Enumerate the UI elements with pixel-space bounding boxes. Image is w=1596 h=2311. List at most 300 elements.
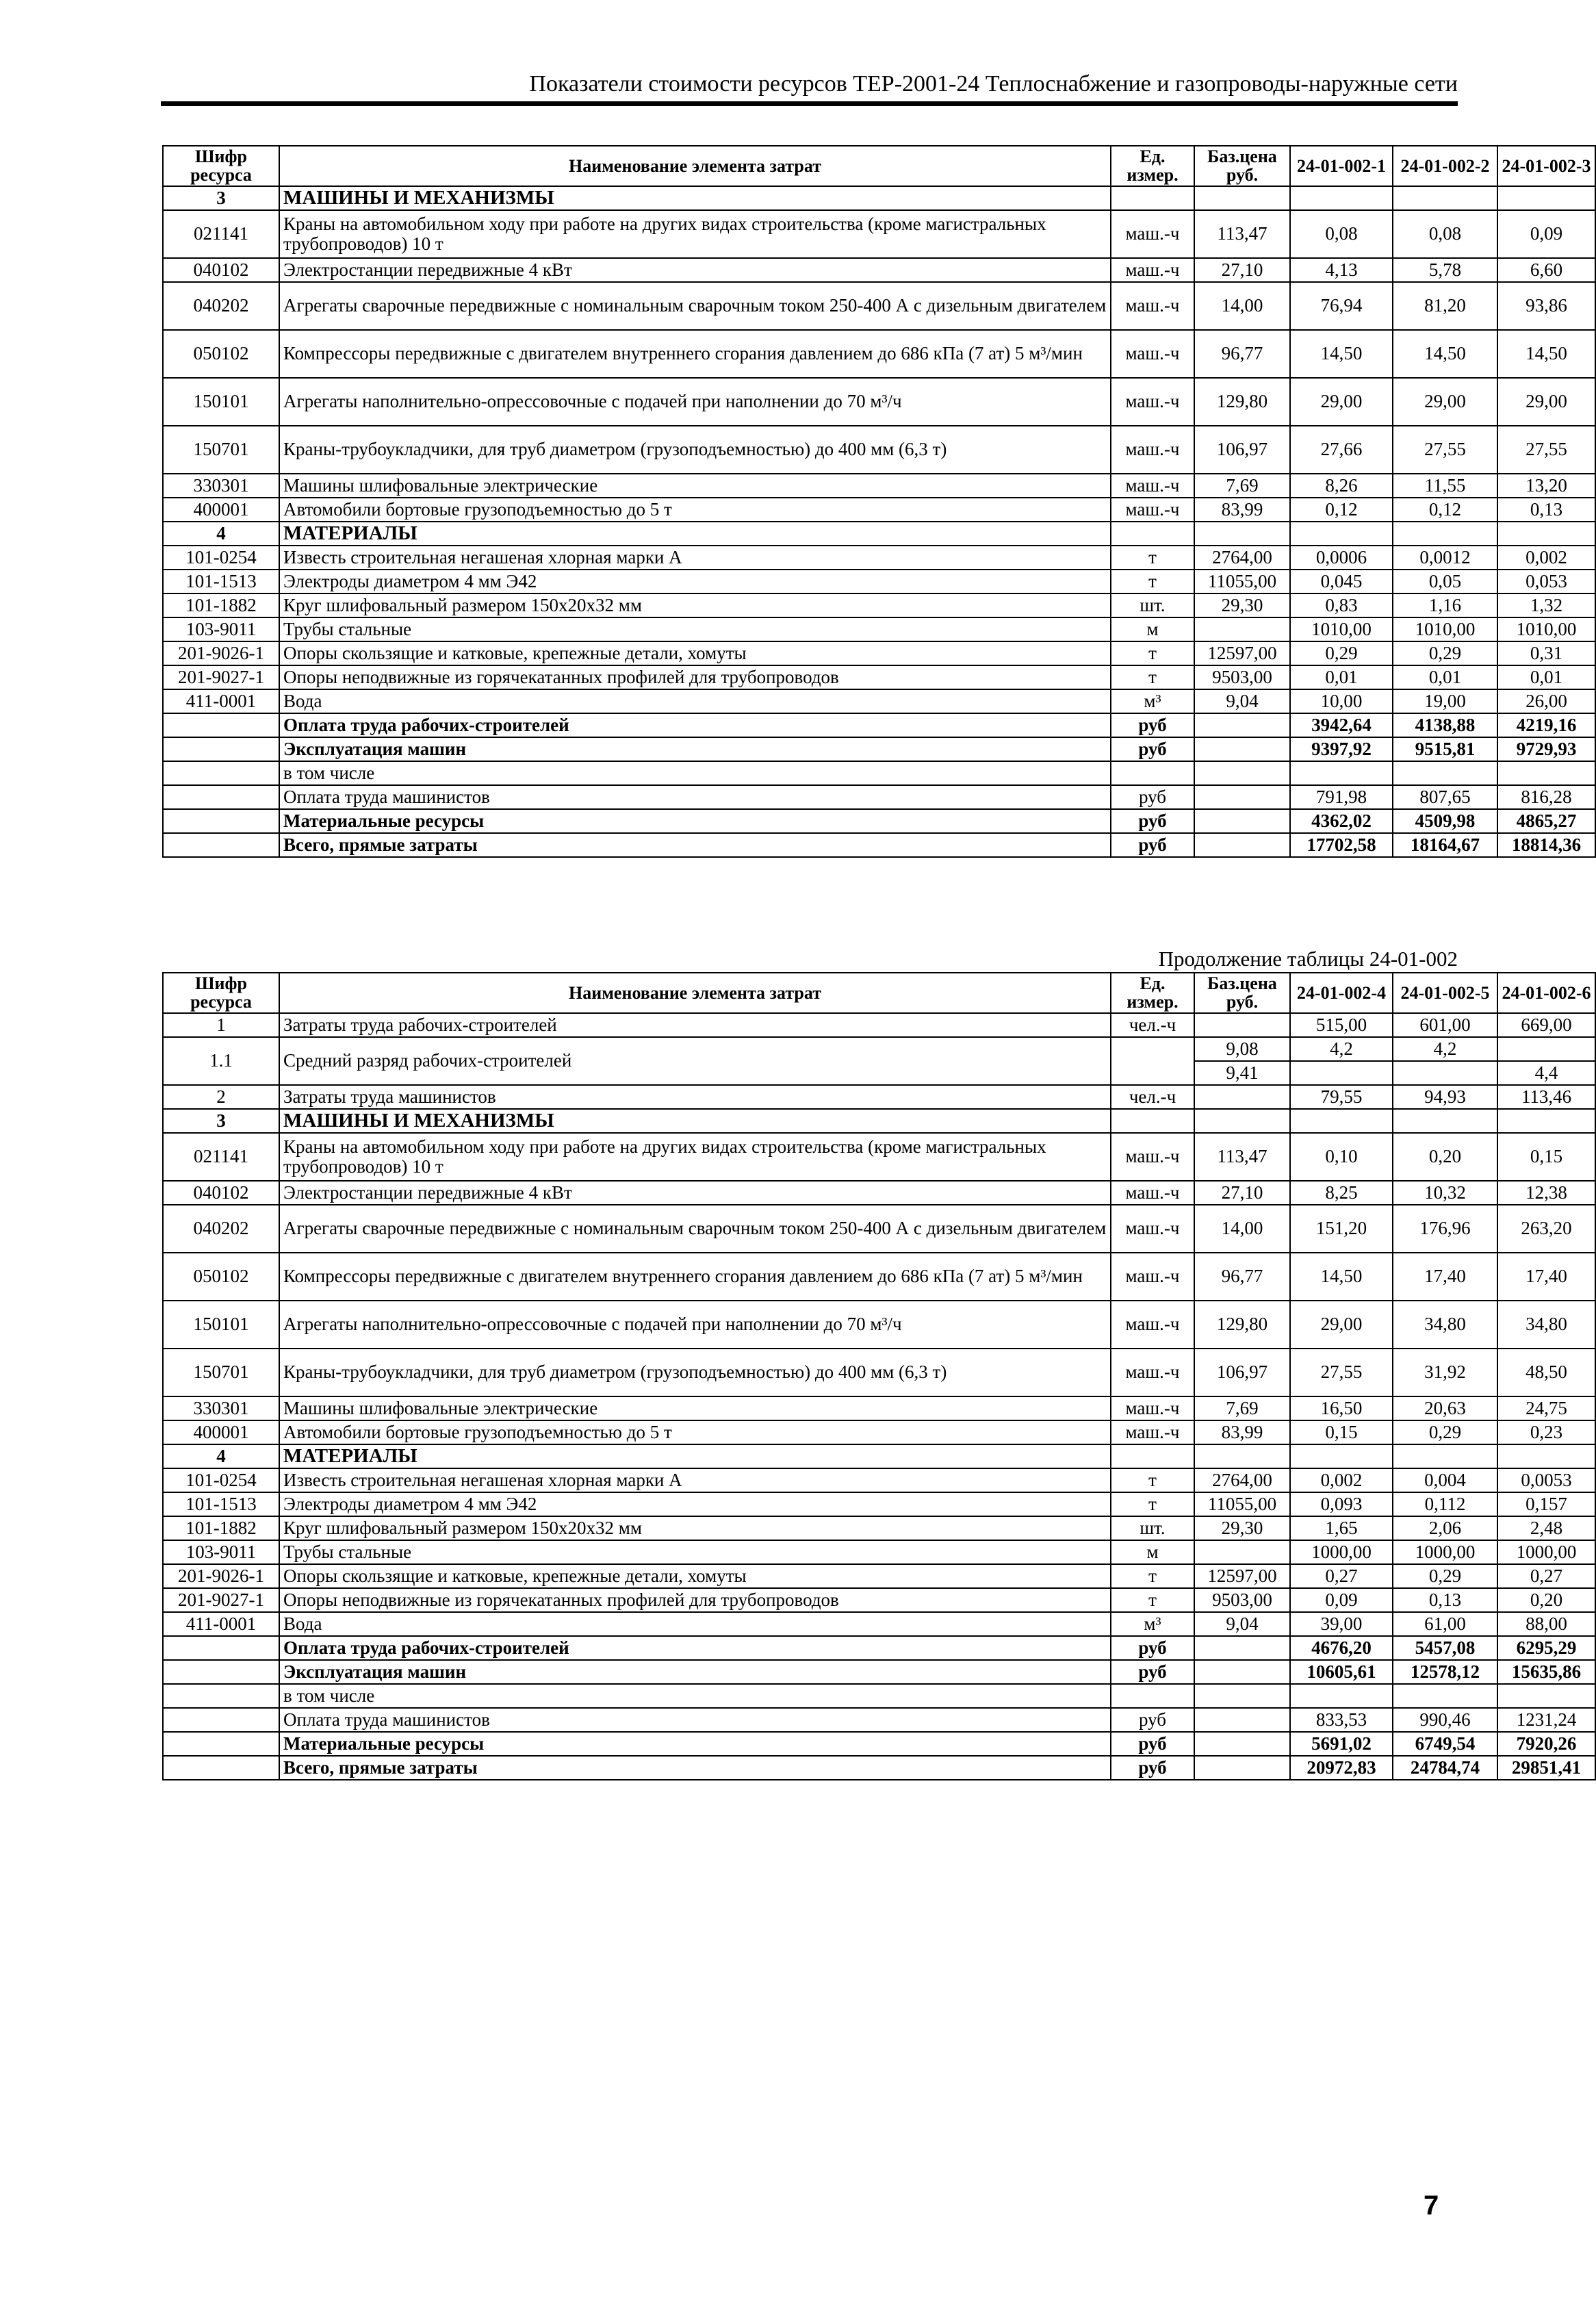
empty-cell bbox=[163, 1684, 279, 1708]
col-header-price: Баз.цена руб. bbox=[1194, 146, 1290, 186]
resource-name: Известь строительная негашеная хлорная марки А bbox=[279, 1468, 1111, 1492]
norm-value: 13,20 bbox=[1497, 474, 1595, 498]
unit: маш.-ч bbox=[1111, 426, 1194, 474]
summary-value: 29851,41 bbox=[1497, 1756, 1595, 1780]
unit: т bbox=[1111, 1564, 1194, 1588]
norm-value: 0,23 bbox=[1497, 1420, 1595, 1444]
unit: маш.-ч bbox=[1111, 282, 1194, 330]
norm-value: 31,92 bbox=[1393, 1349, 1497, 1396]
resource-code: 050102 bbox=[163, 1253, 279, 1301]
table-header-row bbox=[163, 973, 1595, 1013]
summary-value: 4865,27 bbox=[1497, 809, 1595, 833]
summary-label: Оплата труда рабочих-строителей bbox=[279, 713, 1111, 737]
norm-value: 17,40 bbox=[1497, 1253, 1595, 1301]
unit: маш.-ч bbox=[1111, 1349, 1194, 1396]
norm-value: 27,66 bbox=[1290, 426, 1393, 474]
empty-cell bbox=[1497, 522, 1595, 546]
summary-value: 18814,36 bbox=[1497, 833, 1595, 857]
section-row bbox=[163, 522, 1595, 546]
resource-code: 2 bbox=[163, 1085, 279, 1109]
table-row bbox=[163, 1468, 1595, 1492]
norm-value: 515,00 bbox=[1290, 1013, 1393, 1037]
base-price: 14,00 bbox=[1194, 1205, 1290, 1253]
unit: руб bbox=[1111, 1732, 1194, 1756]
norm-value: 14,50 bbox=[1497, 330, 1595, 378]
table-body bbox=[163, 1013, 1595, 1780]
unit: маш.-ч bbox=[1111, 330, 1194, 378]
base-price: 83,99 bbox=[1194, 498, 1290, 522]
col-header-price: Баз.цена руб. bbox=[1194, 973, 1290, 1013]
empty-cell bbox=[1290, 1109, 1393, 1133]
summary-value bbox=[1393, 761, 1497, 785]
resource-code: 150101 bbox=[163, 1301, 279, 1349]
empty-cell bbox=[1194, 1444, 1290, 1468]
resource-code: 021141 bbox=[163, 210, 279, 258]
norm-value: 4,13 bbox=[1290, 258, 1393, 282]
norm-value: 0,20 bbox=[1393, 1133, 1497, 1181]
summary-row bbox=[163, 809, 1595, 833]
norm-value: 263,20 bbox=[1497, 1205, 1595, 1253]
resource-code: 040102 bbox=[163, 258, 279, 282]
summary-value: 791,98 bbox=[1290, 785, 1393, 809]
norm-value: 0,27 bbox=[1497, 1564, 1595, 1588]
unit: т bbox=[1111, 665, 1194, 689]
resource-name: Вода bbox=[279, 1612, 1111, 1636]
resource-name: Краны на автомобильном ходу при работе на других видах строительства (кроме магистральных трубопроводов) 10 т bbox=[279, 1133, 1111, 1181]
col-header-norm-4: 24-01-002-4 bbox=[1290, 973, 1393, 1013]
summary-row bbox=[163, 785, 1595, 809]
section-title: МАШИНЫ И МЕХАНИЗМЫ bbox=[279, 1109, 1111, 1133]
norm-value: 0,13 bbox=[1497, 498, 1595, 522]
norm-value: 12,38 bbox=[1497, 1181, 1595, 1205]
base-price: 9503,00 bbox=[1194, 665, 1290, 689]
unit: м bbox=[1111, 617, 1194, 641]
table-row bbox=[163, 617, 1595, 641]
norm-value: 0,093 bbox=[1290, 1492, 1393, 1516]
resource-code: 101-1513 bbox=[163, 570, 279, 593]
table-row bbox=[163, 1396, 1595, 1420]
unit: шт. bbox=[1111, 593, 1194, 617]
resource-code: 150101 bbox=[163, 378, 279, 426]
resource-name: Агрегаты наполнительно-опрессовочные с подачей при наполнении до 70 м³/ч bbox=[279, 1301, 1111, 1349]
summary-value: 807,65 bbox=[1393, 785, 1497, 809]
unit: маш.-ч bbox=[1111, 1181, 1194, 1205]
norm-value: 0,157 bbox=[1497, 1492, 1595, 1516]
base-price: 12597,00 bbox=[1194, 1564, 1290, 1588]
unit: руб bbox=[1111, 809, 1194, 833]
base-price: 129,80 bbox=[1194, 1301, 1290, 1349]
norm-value: 34,80 bbox=[1393, 1301, 1497, 1349]
unit: руб bbox=[1111, 737, 1194, 761]
empty-cell bbox=[1290, 522, 1393, 546]
norm-value: 669,00 bbox=[1497, 1013, 1595, 1037]
table-row bbox=[163, 1205, 1595, 1253]
empty-cell bbox=[163, 1636, 279, 1660]
base-price: 83,99 bbox=[1194, 1420, 1290, 1444]
resource-code: 040202 bbox=[163, 282, 279, 330]
base-price bbox=[1194, 617, 1290, 641]
norm-value: 0,29 bbox=[1393, 1420, 1497, 1444]
resource-name: Электроды диаметром 4 мм Э42 bbox=[279, 570, 1111, 593]
empty-cell bbox=[1194, 1109, 1290, 1133]
empty-cell bbox=[1393, 1444, 1497, 1468]
empty-cell bbox=[1194, 809, 1290, 833]
base-price: 2764,00 bbox=[1194, 546, 1290, 570]
norm-value: 0,0006 bbox=[1290, 546, 1393, 570]
summary-value: 5457,08 bbox=[1393, 1636, 1497, 1660]
norm-value: 4,4 bbox=[1497, 1061, 1595, 1085]
unit: маш.-ч bbox=[1111, 498, 1194, 522]
empty-cell bbox=[1111, 522, 1194, 546]
base-price: 27,10 bbox=[1194, 258, 1290, 282]
unit: чел.-ч bbox=[1111, 1013, 1194, 1037]
summary-row bbox=[163, 1732, 1595, 1756]
resource-name: Круг шлифовальный размером 150х20х32 мм bbox=[279, 593, 1111, 617]
norm-value: 0,01 bbox=[1497, 665, 1595, 689]
grade-row bbox=[163, 1037, 1595, 1061]
table-row bbox=[163, 641, 1595, 665]
norm-value: 0,29 bbox=[1393, 641, 1497, 665]
base-price: 106,97 bbox=[1194, 1349, 1290, 1396]
resource-code: 101-1882 bbox=[163, 1516, 279, 1540]
norm-value: 27,55 bbox=[1393, 426, 1497, 474]
summary-value: 4509,98 bbox=[1393, 809, 1497, 833]
empty-cell bbox=[1194, 833, 1290, 857]
base-price: 9,04 bbox=[1194, 689, 1290, 713]
empty-cell bbox=[163, 761, 279, 785]
resource-code: 021141 bbox=[163, 1133, 279, 1181]
resource-name: Трубы стальные bbox=[279, 1540, 1111, 1564]
norm-value: 76,94 bbox=[1290, 282, 1393, 330]
page-number: 7 bbox=[1424, 2191, 1439, 2221]
norm-value: 151,20 bbox=[1290, 1205, 1393, 1253]
norm-value: 29,00 bbox=[1290, 1301, 1393, 1349]
resource-name: Средний разряд рабочих-строителей bbox=[279, 1037, 1111, 1085]
resource-name: Электроды диаметром 4 мм Э42 bbox=[279, 1492, 1111, 1516]
empty-cell bbox=[1290, 1444, 1393, 1468]
norm-value: 0,27 bbox=[1290, 1564, 1393, 1588]
norm-value: 0,09 bbox=[1290, 1588, 1393, 1612]
empty-cell bbox=[1194, 761, 1290, 785]
norm-value: 4,2 bbox=[1290, 1037, 1393, 1061]
resource-code: 1 bbox=[163, 1013, 279, 1037]
empty-cell bbox=[1194, 713, 1290, 737]
norm-value: 0,12 bbox=[1290, 498, 1393, 522]
unit: т bbox=[1111, 1492, 1194, 1516]
summary-value: 833,53 bbox=[1290, 1708, 1393, 1732]
norm-value: 20,63 bbox=[1393, 1396, 1497, 1420]
empty-cell bbox=[163, 1756, 279, 1780]
resource-name: Опоры неподвижные из горячекатанных профилей для трубопроводов bbox=[279, 1588, 1111, 1612]
summary-value: 4676,20 bbox=[1290, 1636, 1393, 1660]
norm-value: 1,16 bbox=[1393, 593, 1497, 617]
norm-value: 0,13 bbox=[1393, 1588, 1497, 1612]
summary-value bbox=[1497, 1684, 1595, 1708]
summary-label: Оплата труда машинистов bbox=[279, 785, 1111, 809]
resource-name: Агрегаты наполнительно-опрессовочные с подачей при наполнении до 70 м³/ч bbox=[279, 378, 1111, 426]
table-row bbox=[163, 1588, 1595, 1612]
base-price: 27,10 bbox=[1194, 1181, 1290, 1205]
unit: т bbox=[1111, 546, 1194, 570]
unit: м bbox=[1111, 1540, 1194, 1564]
resource-name: Краны-трубоукладчики, для труб диаметром (грузоподъемностью) до 400 мм (6,3 т) bbox=[279, 1349, 1111, 1396]
summary-value: 6749,54 bbox=[1393, 1732, 1497, 1756]
empty-cell bbox=[1111, 1109, 1194, 1133]
resource-name: Агрегаты сварочные передвижные с номинальным сварочным током 250-400 А с дизельным двигателем bbox=[279, 1205, 1111, 1253]
norm-value: 29,00 bbox=[1393, 378, 1497, 426]
unit: шт. bbox=[1111, 1516, 1194, 1540]
labor-row bbox=[163, 1013, 1595, 1037]
norm-value: 48,50 bbox=[1497, 1349, 1595, 1396]
norm-value: 0,045 bbox=[1290, 570, 1393, 593]
norm-value: 6,60 bbox=[1497, 258, 1595, 282]
table-header-row bbox=[163, 146, 1595, 186]
summary-label: Материальные ресурсы bbox=[279, 1732, 1111, 1756]
empty-cell bbox=[1194, 1708, 1290, 1732]
summary-value: 9729,93 bbox=[1497, 737, 1595, 761]
summary-row bbox=[163, 1708, 1595, 1732]
norm-value: 1000,00 bbox=[1497, 1540, 1595, 1564]
table-row bbox=[163, 474, 1595, 498]
col-header-unit: Ед. измер. bbox=[1111, 146, 1194, 186]
norm-value: 0,05 bbox=[1393, 570, 1497, 593]
resource-code: 201-9027-1 bbox=[163, 1588, 279, 1612]
summary-value: 990,46 bbox=[1393, 1708, 1497, 1732]
norm-value: 5,78 bbox=[1393, 258, 1497, 282]
base-price: 129,80 bbox=[1194, 378, 1290, 426]
resource-name: Опоры неподвижные из горячекатанных профилей для трубопроводов bbox=[279, 665, 1111, 689]
resource-name: Машины шлифовальные электрические bbox=[279, 474, 1111, 498]
empty-cell bbox=[163, 1732, 279, 1756]
summary-value: 12578,12 bbox=[1393, 1660, 1497, 1684]
section-title: МАТЕРИАЛЫ bbox=[279, 1444, 1111, 1468]
summary-value: 3942,64 bbox=[1290, 713, 1393, 737]
resource-code: 201-9027-1 bbox=[163, 665, 279, 689]
norm-value bbox=[1393, 1061, 1497, 1085]
unit: маш.-ч bbox=[1111, 1420, 1194, 1444]
unit: руб bbox=[1111, 1660, 1194, 1684]
table-row bbox=[163, 378, 1595, 426]
summary-value: 24784,74 bbox=[1393, 1756, 1497, 1780]
norm-value: 2,06 bbox=[1393, 1516, 1497, 1540]
base-price: 11055,00 bbox=[1194, 570, 1290, 593]
unit: руб bbox=[1111, 1708, 1194, 1732]
summary-row bbox=[163, 713, 1595, 737]
unit: руб bbox=[1111, 785, 1194, 809]
empty-cell bbox=[1393, 1109, 1497, 1133]
norm-value: 34,80 bbox=[1497, 1301, 1595, 1349]
empty-cell bbox=[163, 1708, 279, 1732]
norm-value: 27,55 bbox=[1497, 426, 1595, 474]
norm-value: 0,112 bbox=[1393, 1492, 1497, 1516]
resource-name: Компрессоры передвижные с двигателем внутреннего сгорания давлением до 686 кПа (7 ат) 5 м³/мин bbox=[279, 330, 1111, 378]
norm-value bbox=[1290, 1061, 1393, 1085]
norm-value: 26,00 bbox=[1497, 689, 1595, 713]
resource-name: Опоры скользящие и катковые, крепежные детали, хомуты bbox=[279, 1564, 1111, 1588]
resource-code: 201-9026-1 bbox=[163, 1564, 279, 1588]
empty-cell bbox=[1393, 522, 1497, 546]
norm-value: 24,75 bbox=[1497, 1396, 1595, 1420]
resource-name: Агрегаты сварочные передвижные с номинальным сварочным током 250-400 А с дизельным двигателем bbox=[279, 282, 1111, 330]
summary-value: 9397,92 bbox=[1290, 737, 1393, 761]
empty-cell bbox=[1194, 785, 1290, 809]
empty-cell bbox=[1497, 1444, 1595, 1468]
resource-code: 103-9011 bbox=[163, 617, 279, 641]
resource-name: Краны-трубоукладчики, для труб диаметром (грузоподъемностью) до 400 мм (6,3 т) bbox=[279, 426, 1111, 474]
norm-value: 27,55 bbox=[1290, 1349, 1393, 1396]
table-row bbox=[163, 593, 1595, 617]
norm-value: 29,00 bbox=[1290, 378, 1393, 426]
empty-cell bbox=[1497, 186, 1595, 210]
table-row bbox=[163, 1181, 1595, 1205]
base-price: 113,47 bbox=[1194, 1133, 1290, 1181]
empty-cell bbox=[1194, 1085, 1290, 1109]
norm-value: 1000,00 bbox=[1290, 1540, 1393, 1564]
norm-value: 94,93 bbox=[1393, 1085, 1497, 1109]
norm-value: 113,46 bbox=[1497, 1085, 1595, 1109]
summary-value: 6295,29 bbox=[1497, 1636, 1595, 1660]
norm-value: 1,65 bbox=[1290, 1516, 1393, 1540]
page-title: Показатели стоимости ресурсов ТЕР-2001-24 Теплоснабжение и газопроводы-наружные сети bbox=[529, 71, 1458, 97]
empty-cell bbox=[163, 809, 279, 833]
section-row bbox=[163, 1444, 1595, 1468]
base-price bbox=[1194, 1540, 1290, 1564]
base-price: 9503,00 bbox=[1194, 1588, 1290, 1612]
empty-cell bbox=[1194, 522, 1290, 546]
unit: маш.-ч bbox=[1111, 1133, 1194, 1181]
summary-value: 20972,83 bbox=[1290, 1756, 1393, 1780]
resource-code: 101-0254 bbox=[163, 546, 279, 570]
norm-value: 81,20 bbox=[1393, 282, 1497, 330]
summary-value bbox=[1497, 761, 1595, 785]
norm-value: 0,053 bbox=[1497, 570, 1595, 593]
summary-label: в том числе bbox=[279, 1684, 1111, 1708]
unit: маш.-ч bbox=[1111, 1301, 1194, 1349]
unit: чел.-ч bbox=[1111, 1085, 1194, 1109]
base-price: 7,69 bbox=[1194, 1396, 1290, 1420]
empty-cell bbox=[163, 737, 279, 761]
norm-value: 4,2 bbox=[1393, 1037, 1497, 1061]
resource-code: 040202 bbox=[163, 1205, 279, 1253]
summary-value: 4138,88 bbox=[1393, 713, 1497, 737]
table-row bbox=[163, 1516, 1595, 1540]
summary-row bbox=[163, 1660, 1595, 1684]
base-price: 29,30 bbox=[1194, 593, 1290, 617]
unit: м³ bbox=[1111, 689, 1194, 713]
norm-value: 14,50 bbox=[1290, 330, 1393, 378]
table-row bbox=[163, 210, 1595, 258]
summary-value: 9515,81 bbox=[1393, 737, 1497, 761]
table-row bbox=[163, 498, 1595, 522]
norm-value: 0,29 bbox=[1393, 1564, 1497, 1588]
summary-value: 1231,24 bbox=[1497, 1708, 1595, 1732]
empty-cell bbox=[1111, 1444, 1194, 1468]
empty-cell bbox=[1111, 186, 1194, 210]
resource-name: Автомобили бортовые грузоподъемностью до 5 т bbox=[279, 1420, 1111, 1444]
resource-code: 150701 bbox=[163, 1349, 279, 1396]
base-price: 9,41 bbox=[1194, 1061, 1290, 1085]
section-number: 4 bbox=[163, 522, 279, 546]
summary-value: 10605,61 bbox=[1290, 1660, 1393, 1684]
table-row bbox=[163, 258, 1595, 282]
table-row bbox=[163, 689, 1595, 713]
resource-name: Компрессоры передвижные с двигателем внутреннего сгорания давлением до 686 кПа (7 ат) 5 м³/мин bbox=[279, 1253, 1111, 1301]
resource-code: 330301 bbox=[163, 474, 279, 498]
resource-code: 1.1 bbox=[163, 1037, 279, 1085]
table-row bbox=[163, 1540, 1595, 1564]
unit: т bbox=[1111, 1588, 1194, 1612]
unit: маш.-ч bbox=[1111, 378, 1194, 426]
norm-value: 61,00 bbox=[1393, 1612, 1497, 1636]
norm-value: 1000,00 bbox=[1393, 1540, 1497, 1564]
table-body bbox=[163, 186, 1595, 858]
section-number: 3 bbox=[163, 186, 279, 210]
norm-value: 93,86 bbox=[1497, 282, 1595, 330]
unit: т bbox=[1111, 570, 1194, 593]
norm-value: 0,004 bbox=[1393, 1468, 1497, 1492]
norm-value: 39,00 bbox=[1290, 1612, 1393, 1636]
resource-cost-table-2 bbox=[162, 972, 1596, 1780]
norm-value: 11,55 bbox=[1393, 474, 1497, 498]
summary-label: Всего, прямые затраты bbox=[279, 1756, 1111, 1780]
page-header bbox=[161, 68, 1458, 106]
resource-code: 400001 bbox=[163, 498, 279, 522]
summary-label: Эксплуатация машин bbox=[279, 1660, 1111, 1684]
norm-value: 0,01 bbox=[1290, 665, 1393, 689]
section-title: МАШИНЫ И МЕХАНИЗМЫ bbox=[279, 186, 1111, 210]
section-number: 4 bbox=[163, 1444, 279, 1468]
norm-value: 0,20 bbox=[1497, 1588, 1595, 1612]
empty-cell bbox=[1290, 186, 1393, 210]
norm-value: 0,0053 bbox=[1497, 1468, 1595, 1492]
summary-row bbox=[163, 1636, 1595, 1660]
norm-value bbox=[1497, 1037, 1595, 1061]
norm-value: 1,32 bbox=[1497, 593, 1595, 617]
empty-cell bbox=[1194, 1636, 1290, 1660]
base-price: 12597,00 bbox=[1194, 641, 1290, 665]
norm-value: 2,48 bbox=[1497, 1516, 1595, 1540]
norm-value: 8,26 bbox=[1290, 474, 1393, 498]
section-title: МАТЕРИАЛЫ bbox=[279, 522, 1111, 546]
unit: маш.-ч bbox=[1111, 210, 1194, 258]
empty-cell bbox=[1194, 1756, 1290, 1780]
norm-value: 0,01 bbox=[1393, 665, 1497, 689]
summary-row bbox=[163, 1684, 1595, 1708]
summary-value bbox=[1290, 761, 1393, 785]
norm-value: 10,32 bbox=[1393, 1181, 1497, 1205]
table-row bbox=[163, 1492, 1595, 1516]
col-header-unit: Ед. измер. bbox=[1111, 973, 1194, 1013]
unit: руб bbox=[1111, 713, 1194, 737]
unit: т bbox=[1111, 1468, 1194, 1492]
norm-value: 14,50 bbox=[1393, 330, 1497, 378]
base-price: 29,30 bbox=[1194, 1516, 1290, 1540]
empty-cell bbox=[1194, 1684, 1290, 1708]
unit: м³ bbox=[1111, 1612, 1194, 1636]
table-row bbox=[163, 1253, 1595, 1301]
summary-value: 17702,58 bbox=[1290, 833, 1393, 857]
table-row bbox=[163, 665, 1595, 689]
norm-value: 0,09 bbox=[1497, 210, 1595, 258]
resource-code: 400001 bbox=[163, 1420, 279, 1444]
norm-value: 19,00 bbox=[1393, 689, 1497, 713]
table-row bbox=[163, 330, 1595, 378]
norm-value: 29,00 bbox=[1497, 378, 1595, 426]
norm-value: 0,15 bbox=[1497, 1133, 1595, 1181]
norm-value: 0,12 bbox=[1393, 498, 1497, 522]
norm-value: 0,31 bbox=[1497, 641, 1595, 665]
resource-name: Круг шлифовальный размером 150х20х32 мм bbox=[279, 1516, 1111, 1540]
